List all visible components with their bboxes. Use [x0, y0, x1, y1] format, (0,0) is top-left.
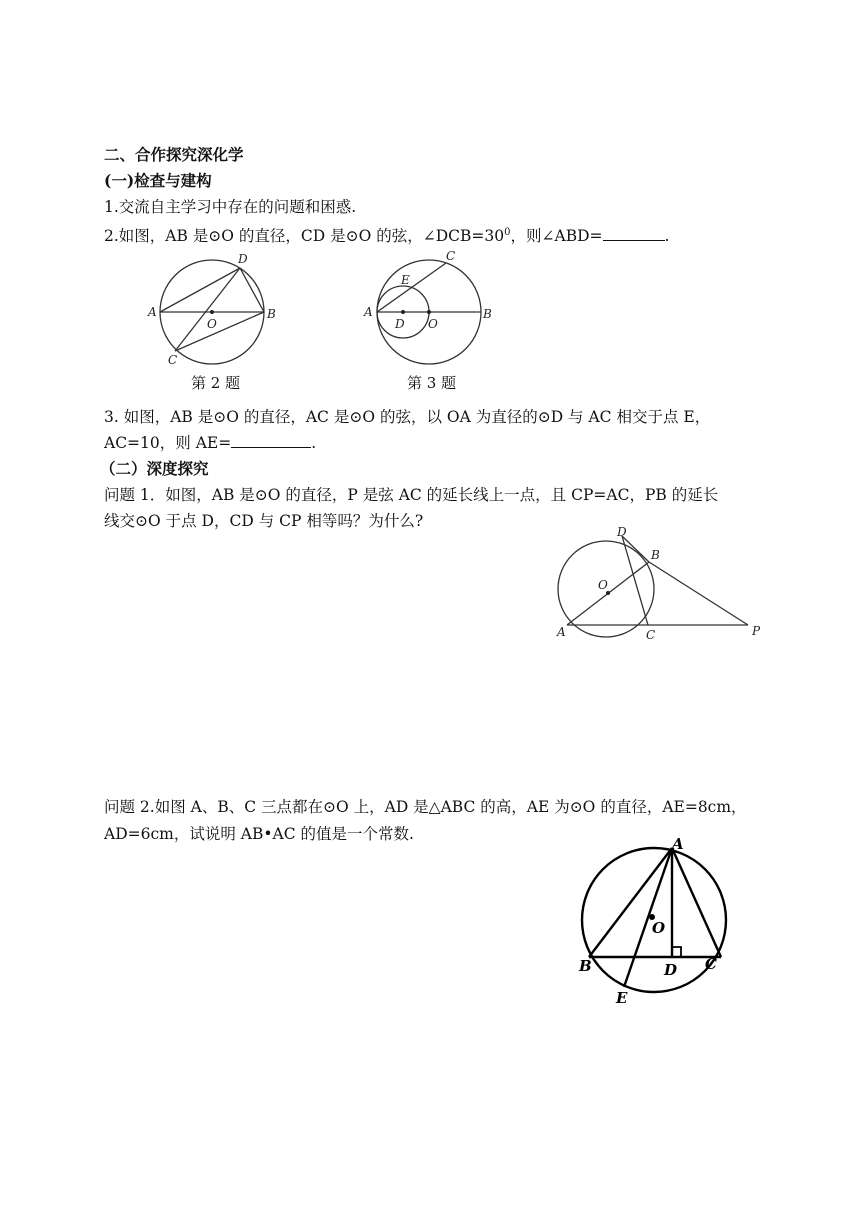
fig5-label-o: O — [652, 919, 666, 937]
answer-blank[interactable] — [603, 226, 665, 241]
fig2-label-o: O — [207, 317, 217, 331]
problem-1-line2: 线交⊙O 于点 D，CD 与 CP 相等吗？为什么? — [104, 512, 424, 530]
degree-sup: 0 — [504, 227, 511, 238]
fig5-label-a: A — [672, 835, 684, 853]
fig5-label-c: C — [705, 955, 717, 973]
question-1: 1.交流自主学习中存在的问题和困惑. — [104, 198, 357, 216]
figure-problem-2 — [576, 835, 746, 1010]
figure-2 — [148, 252, 288, 372]
problem-2-line1: 问题 2.如图 A、B、C 三点都在⊙O 上，AD 是△ABC 的高，AE 为⊙O 的直径，AE=8cm， — [104, 798, 747, 816]
fig3-label-e: E — [401, 273, 410, 287]
question-3-line1: 3. 如图，AB 是⊙O 的直径，AC 是⊙O 的弦，以 OA 为直径的⊙D 与 AC 相交于点 E， — [104, 408, 711, 426]
question-3-line2 — [104, 432, 316, 454]
question-2-text: 2.如图，AB 是⊙O 的直径，CD 是⊙O 的弦，∠DCB=30 — [104, 227, 505, 246]
answer-blank-3[interactable] — [231, 433, 311, 448]
fig2-label-a: A — [148, 305, 157, 319]
part2-heading: （二）深度探究 — [100, 459, 209, 478]
fig3-label-d: D — [395, 317, 405, 331]
question-2 — [104, 222, 669, 247]
figure-3 — [364, 249, 504, 372]
fig5-label-b: B — [579, 957, 592, 975]
fig3-caption: 第 3 题 — [407, 374, 457, 392]
fig5-label-d: D — [664, 961, 678, 979]
question-2-text-after: ，则∠ABD= — [510, 227, 603, 246]
fig5-label-e: E — [616, 989, 628, 1007]
fig4-label-o: O — [598, 578, 608, 592]
question-2-end: . — [664, 227, 670, 246]
fig2-label-d: D — [238, 252, 248, 266]
fig4-label-a: A — [557, 625, 566, 639]
fig4-label-b: B — [651, 548, 660, 562]
fig2-caption: 第 2 题 — [191, 374, 241, 392]
fig3-label-b: B — [483, 307, 492, 321]
question-3-text: AC=10，则 AE= — [104, 434, 232, 452]
fig4-label-c: C — [646, 628, 656, 642]
problem-2-line2: AD=6cm，试说明 AB•AC 的值是一个常数. — [104, 825, 414, 843]
fig3-label-o: O — [428, 317, 438, 331]
section-title: 二、合作探究深化学 — [104, 145, 244, 164]
figure-problem-1 — [552, 525, 772, 650]
fig4-label-d: D — [617, 525, 627, 539]
fig2-label-b: B — [267, 307, 276, 321]
fig4-label-p: P — [752, 624, 761, 638]
fig3-label-c: C — [446, 249, 456, 263]
question-3-end: . — [311, 434, 317, 452]
fig3-label-a: A — [364, 305, 373, 319]
fig2-label-c: C — [168, 353, 178, 367]
part1-heading: (一)检查与建构 — [104, 171, 212, 190]
problem-1-line1: 问题 1．如图，AB 是⊙O 的直径，P 是弦 AC 的延长线上一点，且 CP=AC，PB 的延长 — [104, 486, 719, 504]
